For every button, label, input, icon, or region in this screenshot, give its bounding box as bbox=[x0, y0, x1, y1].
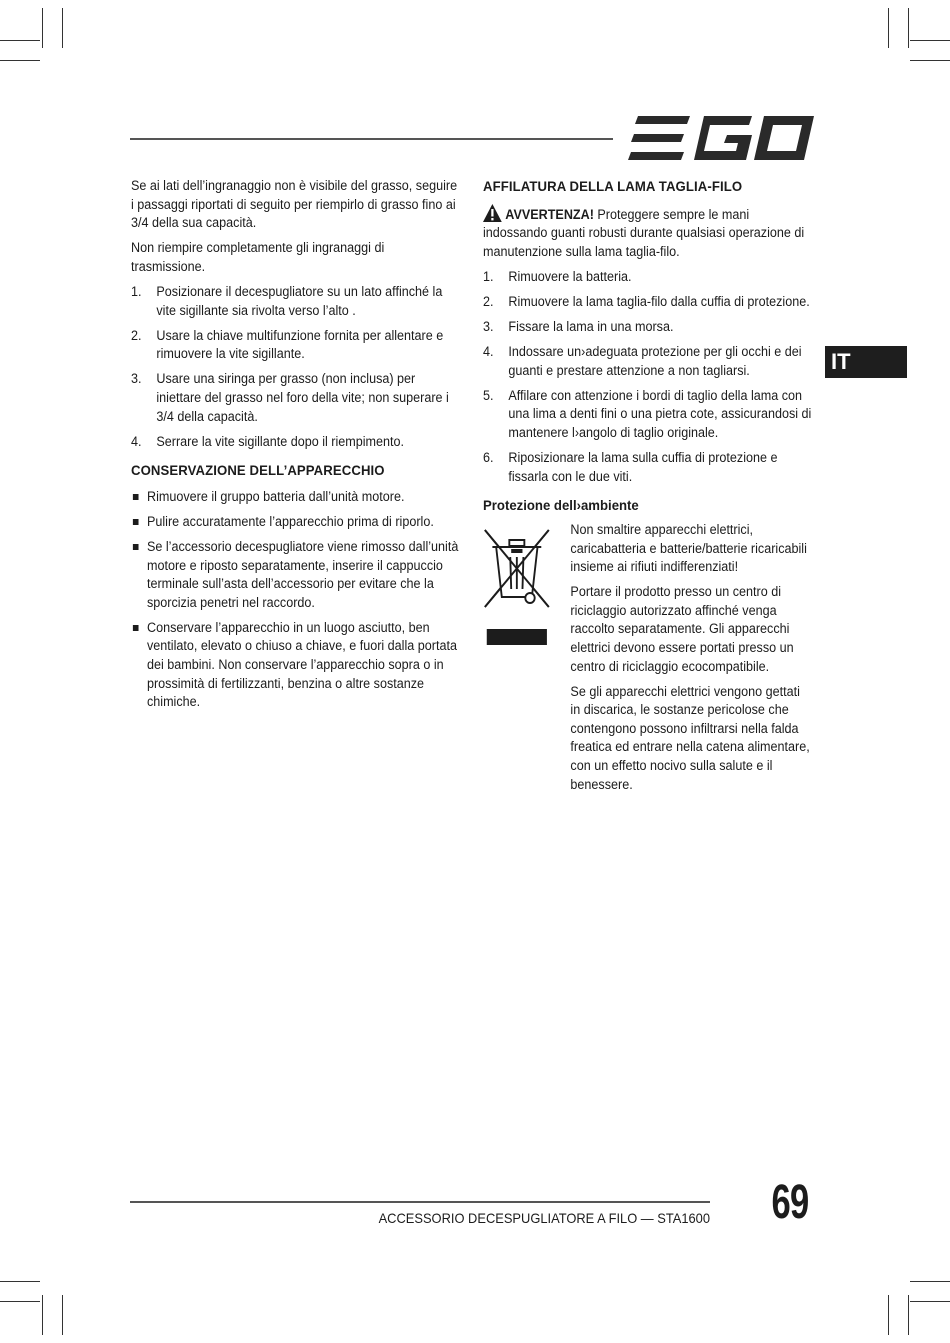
grease-steps-list bbox=[131, 283, 460, 451]
crop-mark bbox=[0, 1301, 40, 1302]
list-item: Conservare l’apparecchio in un luogo asciutto, ben ventilato, elevato o chiuso a chiave, e fuori dalla portata dei bambini. Non conservare l’apparecchio sopra o in prossimità di fertilizzanti, benzina o altre sostanze chimiche. bbox=[131, 619, 460, 712]
footer-rule bbox=[130, 1201, 710, 1203]
list-item: 6. Riposizionare la lama sulla cuffia di protezione e fissarla con le due viti. bbox=[483, 450, 778, 484]
crop-mark bbox=[0, 1281, 40, 1282]
warning-label: AVVERTENZA! bbox=[505, 206, 594, 222]
crop-mark bbox=[908, 8, 909, 48]
list-item: 4. Serrare la vite sigillante dopo il riempimento. bbox=[131, 433, 405, 449]
crop-mark bbox=[888, 8, 889, 48]
list-item: Rimuovere il gruppo batteria dall’unità motore. bbox=[131, 488, 460, 507]
list-item: 2. Usare la chiave multifunzione fornita per allentare e rimuovere la vite sigillante. bbox=[131, 327, 444, 362]
crop-mark bbox=[0, 60, 40, 61]
crop-mark bbox=[62, 1295, 63, 1335]
bullet-square-icon bbox=[133, 544, 139, 550]
footer-title: ACCESSORIO DECESPUGLIATORE A FILO — STA1600 bbox=[378, 1210, 710, 1226]
bullet-square-icon bbox=[133, 494, 139, 500]
environment-paragraph: Portare il prodotto presso un centro di riciclaggio autorizzato affinché venga raccolto separatamente. Gli apparecchi elettrici devono essere portati presso un centro di riciclaggio ecocompatibile. bbox=[570, 584, 794, 674]
right-column bbox=[483, 177, 812, 801]
warning-triangle-icon bbox=[483, 204, 502, 222]
ego-logo bbox=[628, 116, 814, 160]
bullet-square-icon bbox=[133, 519, 139, 525]
crop-mark bbox=[910, 40, 950, 41]
environment-section bbox=[483, 521, 812, 794]
warning-text: Proteggere sempre le mani indossando guanti robusti durante qualsiasi operazione di manutenzione sulla lama taglia-filo. bbox=[483, 206, 805, 259]
crop-mark bbox=[42, 8, 43, 48]
environment-heading: Protezione dell›ambiente bbox=[483, 497, 639, 514]
environment-text bbox=[570, 521, 812, 794]
list-item: 1. Rimuovere la batteria. bbox=[483, 268, 632, 284]
list-item: Se l’accessorio decespugliatore viene rimosso dall’unità motore e riposto separatamente, inserire il cappuccio terminale sull’asta dell’accessorio per evitare che la sporcizia penetri nel raccordo. bbox=[131, 538, 460, 612]
storage-list bbox=[131, 488, 460, 712]
list-item: 5. Affilare con attenzione i bordi di taglio della lama con una lima a denti fini o una pietra cote, assicurandosi di mantenere l›angolo di taglio originale. bbox=[483, 387, 812, 441]
crop-mark bbox=[62, 8, 63, 48]
list-item: 3. Fissare la lama in una morsa. bbox=[483, 319, 674, 335]
crop-mark bbox=[888, 1295, 889, 1335]
page-number: 69 bbox=[771, 1176, 809, 1229]
environment-paragraph: Non smaltire apparecchi elettrici, caricabatteria e batterie/batterie ricaricabili insieme ai rifiuti indifferenziati! bbox=[570, 521, 807, 575]
header-rule bbox=[130, 138, 613, 140]
list-item: 3. Usare una siringa per grasso (non inclusa) per iniettare del grasso nel foro della vite; non superare i 3/4 della capacità. bbox=[131, 371, 449, 424]
environment-paragraph: Se gli apparecchi elettrici vengono gettati in discarica, le sostanze pericolose che contengono possono infiltrarsi nella falda freatica ed entrare nella catena alimentare, con un effetto nocivo sulla salute e il benessere. bbox=[570, 683, 810, 792]
warning-paragraph bbox=[483, 204, 812, 262]
list-item: 1. Posizionare il decespugliatore su un lato affinché la vite sigillante sia rivolta verso l’alto . bbox=[131, 283, 443, 318]
crop-mark bbox=[42, 1295, 43, 1335]
storage-heading: CONSERVAZIONE DELL’APPARECCHIO bbox=[131, 462, 385, 479]
sharpen-heading: AFFILATURA DELLA LAMA TAGLIA-FILO bbox=[483, 178, 743, 194]
crop-mark bbox=[910, 60, 950, 61]
crop-mark bbox=[910, 1281, 950, 1282]
list-item: Pulire accuratamente l’apparecchio prima di riporlo. bbox=[131, 513, 460, 532]
crop-mark bbox=[0, 40, 40, 41]
crop-mark bbox=[910, 1301, 950, 1302]
bullet-square-icon bbox=[133, 625, 139, 631]
crop-mark bbox=[908, 1295, 909, 1335]
intro-paragraph: Se ai lati dell’ingranaggio non è visibile del grasso, seguire i passaggi riportati di seguito per riempirlo di grasso fino ai 3/4 della sua capacità. bbox=[131, 178, 458, 231]
list-item: 2. Rimuovere la lama taglia-filo dalla cuffia di protezione. bbox=[483, 293, 810, 309]
sharpen-steps-list bbox=[483, 268, 812, 486]
intro-paragraph: Non riempire completamente gli ingranaggi di trasmissione. bbox=[131, 240, 385, 274]
list-item: 4. Indossare un›adeguata protezione per gli occhi e dei guanti e prestare attenzione a non tagliarsi. bbox=[483, 344, 802, 378]
language-tab: IT bbox=[825, 346, 907, 378]
left-column bbox=[131, 177, 460, 718]
weee-crossed-bin-icon bbox=[483, 527, 558, 653]
